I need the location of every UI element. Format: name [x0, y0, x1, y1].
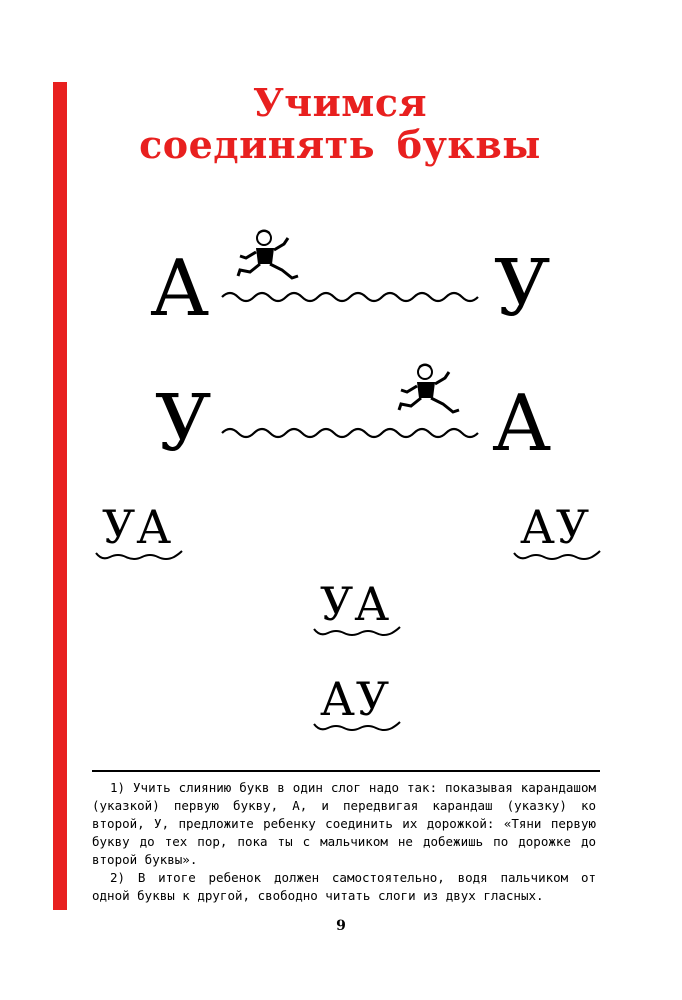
footnote-divider	[92, 770, 600, 772]
running-boy-icon	[234, 226, 304, 288]
syllable-right: АУ	[520, 500, 591, 554]
syllable-right-underline	[512, 547, 602, 567]
syllable-center-bottom-underline	[312, 718, 402, 738]
syllable-left-underline	[94, 547, 184, 567]
footnote-2: 2) В итоге ребенок должен самостоятельно, водя пальчиком от одной буквы к другой, свободно читать слоги из двух гласных.	[92, 870, 596, 903]
row1-wavy-path	[222, 287, 480, 307]
page-title-line-1: Учимся	[252, 80, 428, 125]
syllable-center-top: УА	[320, 577, 391, 631]
syllable-left: УА	[102, 500, 173, 554]
syllable-center-top-underline	[312, 623, 402, 643]
row2-wavy-path	[222, 423, 480, 443]
row1-left-letter: А	[150, 244, 210, 334]
page-number: 9	[336, 918, 346, 934]
running-boy-icon	[395, 360, 465, 422]
footnote-1: 1) Учить слиянию букв в один слог надо так: показывая карандашом (указкой) первую букву, А, и передвигая карандаш (указку) ко второй, У, предложите ребенку соединить их дорожкой: «Тяни первую букву до тех пор, пока ты с мальчиком не добежишь по дорожке до второй буквы».	[92, 780, 596, 867]
red-margin-bar	[53, 82, 67, 910]
syllable-center-bottom: АУ	[320, 672, 391, 726]
page-title-line-2: соединять буквы	[139, 122, 541, 167]
row2-right-letter: А	[492, 379, 552, 469]
row2-left-letter: У	[155, 379, 212, 469]
row1-right-letter: У	[494, 244, 551, 334]
footnotes	[92, 779, 596, 905]
